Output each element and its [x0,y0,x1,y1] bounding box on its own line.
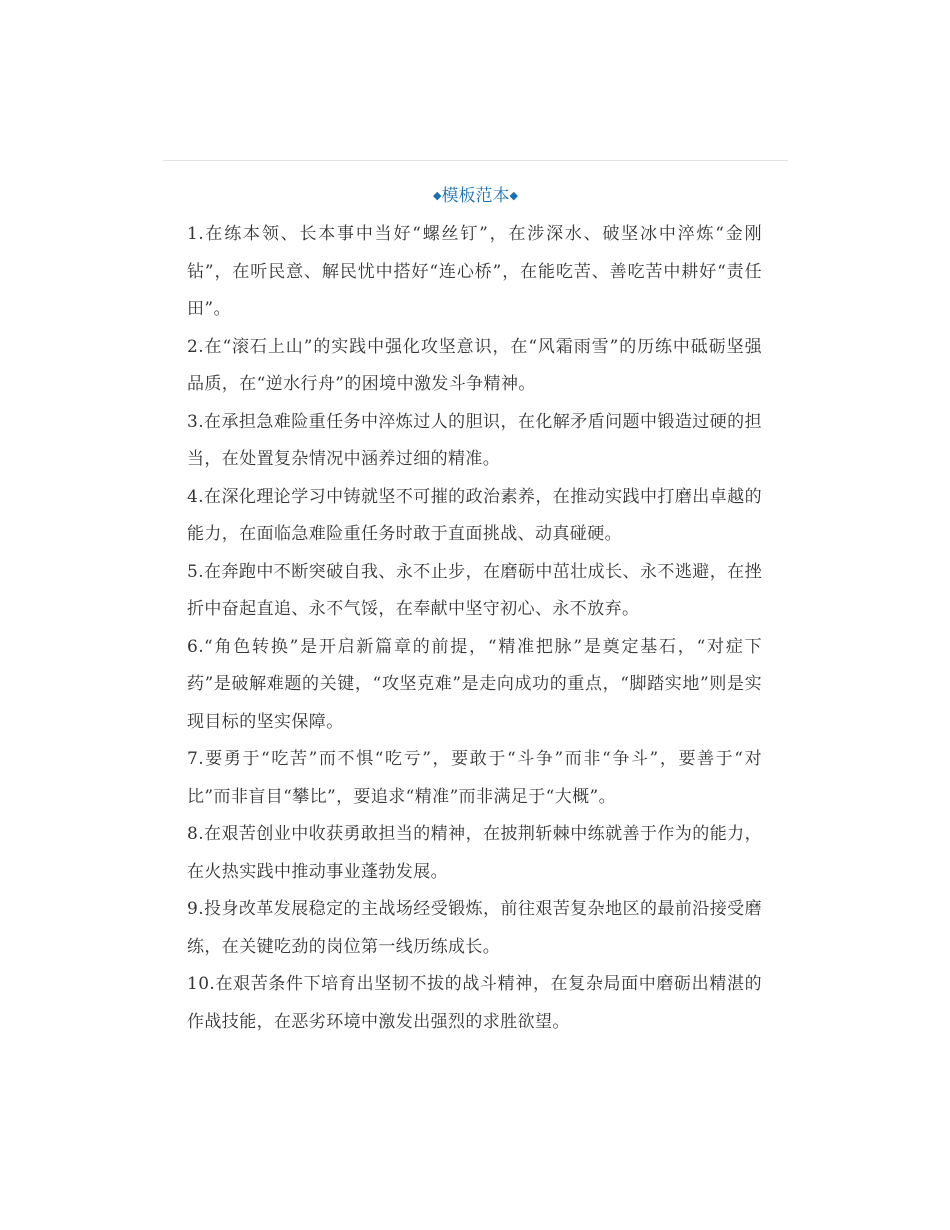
list-item-8: 8.在艰苦创业中收获勇敢担当的精神，在披荆斩棘中练就善于作为的能力，在火热实践中推动事业蓬勃发展。 [187,824,762,882]
list-item-10: 10.在艰苦条件下培育出坚韧不拔的战斗精神，在复杂局面中磨砺出精湛的作战技能，在恶劣环境中激发出强烈的求胜欲望。 [187,974,762,1032]
list-item-3: 3.在承担急难险重任务中淬炼过人的胆识，在化解矛盾问题中锻造过硬的担当，在处置复杂情况中涵养过细的精准。 [187,411,762,469]
list-item-5: 5.在奔跑中不断突破自我、永不止步，在磨砺中茁壮成长、永不逃避，在挫折中奋起直追、永不气馁，在奉献中坚守初心、永不放弃。 [187,561,762,619]
section-heading [163,183,788,209]
list-item-1: 1.在练本领、长本事中当好“螺丝钉”，在涉深水、破坚冰中淬炼“金刚钻”，在听民意、解民忧中搭好“连心桥”，在能吃苦、善吃苦中耕好“责任田”。 [187,224,762,319]
list-item-9: 9.投身改革发展稳定的主战场经受锻炼，前往艰苦复杂地区的最前沿接受磨练，在关键吃劲的岗位第一线历练成长。 [187,899,762,957]
list-item-2: 2.在“滚石上山”的实践中强化攻坚意识，在“风霜雨雪”的历练中砥砺坚强品质，在“逆水行舟”的困境中激发斗争精神。 [187,336,762,394]
diamond-right-icon: ◆ [509,189,518,202]
diamond-left-icon: ◆ [433,189,442,202]
top-divider [163,160,788,161]
list-item-6: 6.“角色转换”是开启新篇章的前提，“精准把脉”是奠定基石，“对症下药”是破解难题的关键，“攻坚克难”是走向成功的重点，“脚踏实地”则是实现目标的坚实保障。 [187,636,762,732]
list-item-4: 4.在深化理论学习中铸就坚不可摧的政治素养，在推动实践中打磨出卓越的能力，在面临急难险重任务时敢于直面挑战、动真碰硬。 [187,486,762,544]
item-list [187,216,762,1041]
list-item-7: 7.要勇于“吃苦”而不惧“吃亏”，要敢于“斗争”而非“争斗”，要善于“对比”而非盲目“攀比”，要追求“精准”而非满足于“大概”。 [187,749,762,807]
heading-title: 模板范本 [441,186,510,206]
